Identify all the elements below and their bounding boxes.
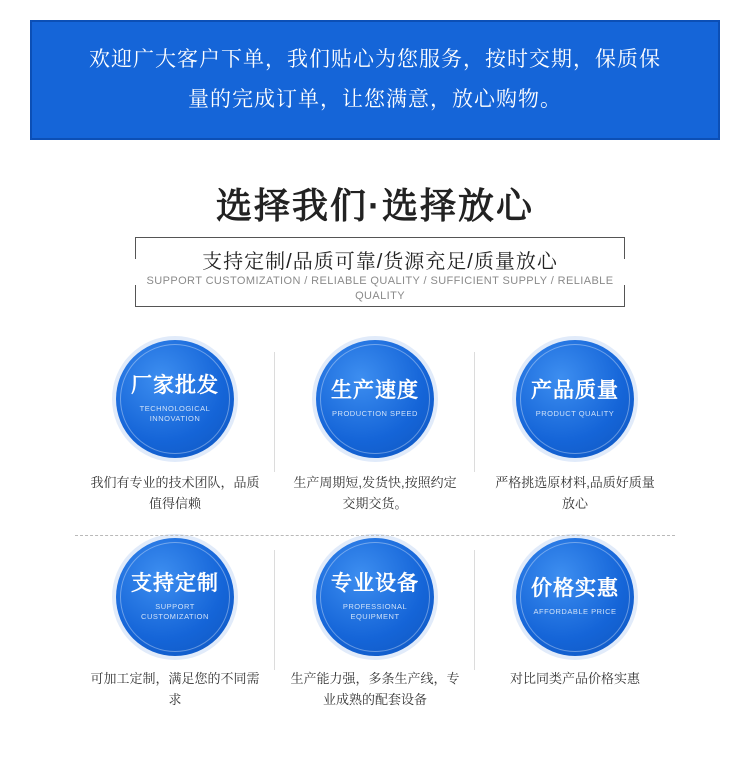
feature-title-en: TECHNOLOGICAL INNOVATION <box>139 404 211 423</box>
welcome-banner <box>30 20 720 140</box>
feature-description: 严格挑选原材料,品质好质量放心 <box>495 475 655 511</box>
feature-title-cn: 生产速度 <box>331 379 419 402</box>
feature-row-top <box>75 340 675 538</box>
feature-title-en: PRODUCT QUALITY <box>535 409 615 418</box>
feature-grid <box>75 340 675 736</box>
welcome-banner-text: 欢迎广大客户下单，我们贴心为您服务，按时交期，保质保量的完成订单，让您满意，放心购物。 <box>89 48 661 111</box>
feature-title-cn: 产品质量 <box>531 379 619 402</box>
page-title: 选择我们·选择放心 <box>216 185 534 226</box>
subtitle-box <box>135 237 625 307</box>
feature-badge <box>316 538 434 656</box>
feature-title-cn: 价格实惠 <box>531 577 619 600</box>
feature-title-en: SUPPORT CUSTOMIZATION <box>141 602 209 621</box>
feature-description: 生产能力强，多条生产线，专业成熟的配套设备 <box>290 671 460 707</box>
feature-description: 可加工定制，满足您的不同需求 <box>90 671 260 707</box>
feature-badge <box>116 340 234 458</box>
feature-item <box>275 538 475 736</box>
feature-description: 对比同类产品价格实惠 <box>509 671 640 686</box>
feature-item <box>75 340 275 538</box>
subtitle-english: SUPPORT CUSTOMIZATION / RELIABLE QUALITY / SUFFICIENT SUPPLY / RELIABLE QUALITY <box>146 275 614 302</box>
row-divider <box>75 535 675 536</box>
feature-title-en: AFFORDABLE PRICE <box>533 607 617 616</box>
feature-description: 生产周期短,发货快,按照约定交期交货。 <box>293 475 457 511</box>
feature-title-cn: 支持定制 <box>131 572 219 595</box>
feature-title-cn: 专业设备 <box>331 572 419 595</box>
feature-item <box>275 340 475 538</box>
feature-title-en: PROFESSIONAL EQUIPMENT <box>342 602 408 621</box>
feature-title-cn: 厂家批发 <box>131 374 219 397</box>
feature-item <box>75 538 275 736</box>
feature-badge <box>316 340 434 458</box>
feature-badge <box>516 538 634 656</box>
feature-badge <box>116 538 234 656</box>
feature-badge <box>516 340 634 458</box>
feature-description: 我们有专业的技术团队，品质值得信赖 <box>90 475 260 511</box>
feature-row-bottom <box>75 538 675 736</box>
feature-title-en: PRODUCTION SPEED <box>332 409 418 418</box>
feature-item <box>475 538 675 736</box>
subtitle-chinese: 支持定制/品质可靠/货源充足/质量放心 <box>202 251 558 273</box>
feature-item <box>475 340 675 538</box>
